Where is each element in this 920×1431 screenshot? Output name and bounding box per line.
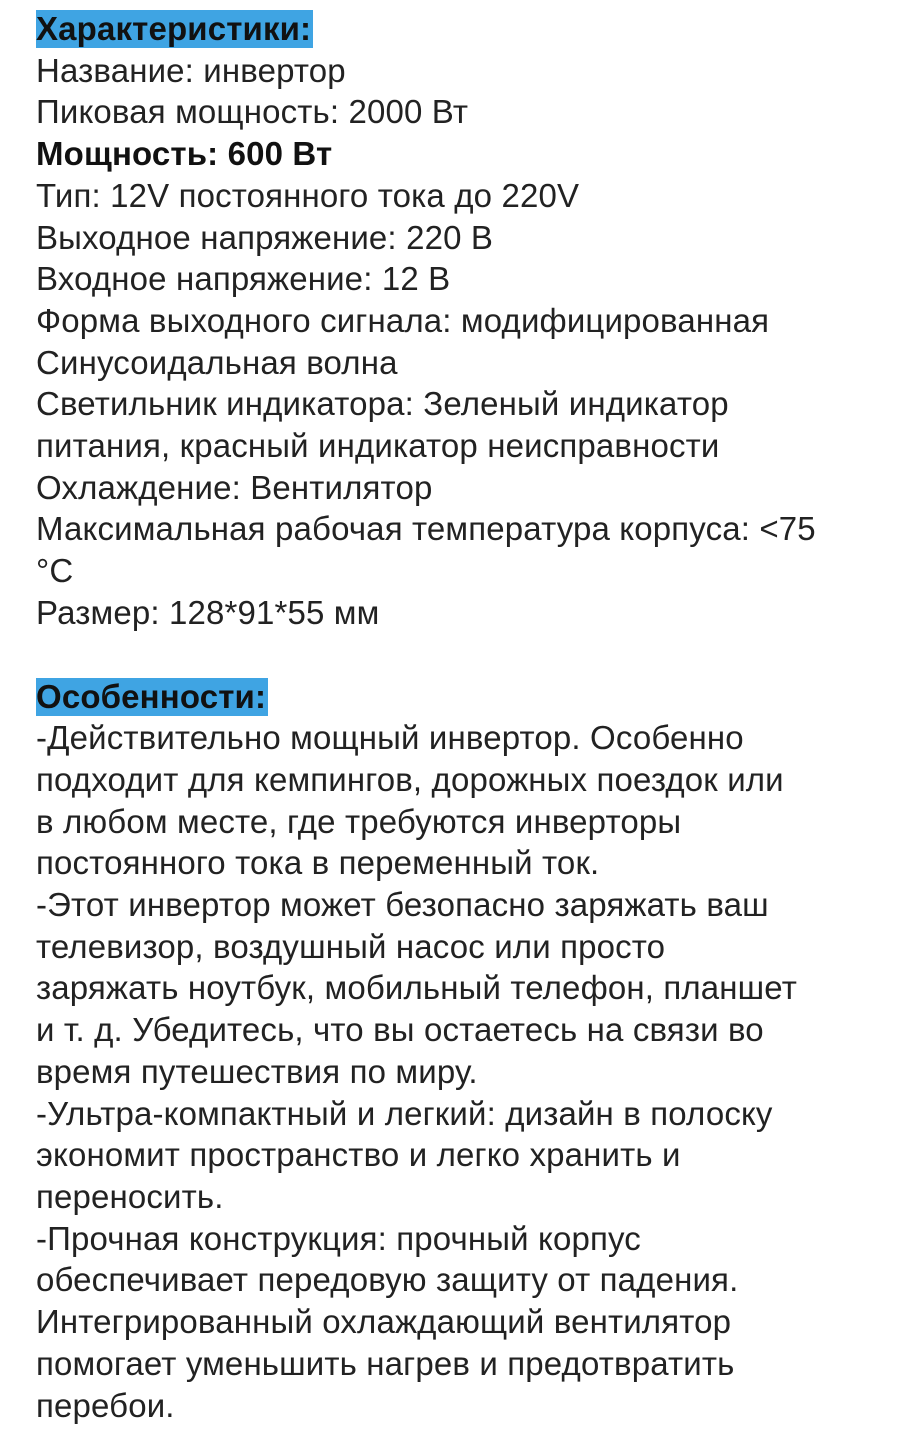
feature-line: перебои. [36,1386,175,1424]
feature-line: время путешествия по миру. [36,1052,478,1090]
feature-line: постоянного тока в переменный ток. [36,844,600,882]
spec-waveform-cont: Синусоидальная волна [36,343,398,381]
section-spacer [36,634,916,676]
feature-line: в любом месте, где требуются инверторы [36,802,682,840]
document-body [36,8,916,1426]
spec-indicator-cont: питания, красный индикатор неисправности [36,427,720,465]
feature-line: и т. д. Убедитесь, что вы остаетесь на связи во [36,1011,764,1049]
feature-line: -Ультра-компактный и легкий: дизайн в полоску [36,1094,773,1132]
features-heading-line [36,676,916,718]
specs-heading-line [36,8,916,50]
spec-max-temp-cont: °C [36,552,74,590]
feature-line: обеспечивает передовую защиту от падения. [36,1261,739,1299]
specs-heading: Характеристики: [36,10,312,47]
feature-line: помогает уменьшить нагрев и предотвратить [36,1344,735,1382]
spec-peak-power: Пиковая мощность: 2000 Вт [36,93,469,131]
spec-waveform: Форма выходного сигнала: модифицированная [36,301,770,339]
spec-cooling: Охлаждение: Вентилятор [36,468,433,506]
feature-line: подходит для кемпингов, дорожных поездок или [36,760,784,798]
features-heading: Особенности: [36,677,267,715]
feature-line: Интегрированный охлаждающий вентилятор [36,1303,732,1341]
spec-indicator: Светильник индикатора: Зеленый индикатор [36,385,729,423]
spec-input-voltage: Входное напряжение: 12 В [36,260,451,298]
feature-line: -Этот инвертор может безопасно заряжать ваш [36,886,769,924]
spec-output-voltage: Выходное напряжение: 220 В [36,218,494,256]
feature-line: -Прочная конструкция: прочный корпус [36,1219,641,1257]
spec-type: Тип: 12V постоянного тока до 220V [36,176,580,214]
feature-line: экономит пространство и легко хранить и [36,1136,681,1174]
spec-power: Мощность: 600 Вт [36,135,333,173]
feature-line: телевизор, воздушный насос или просто [36,927,666,965]
spec-max-temp: Максимальная рабочая температура корпуса: <75 [36,510,816,548]
spec-name: Название: инвертор [36,51,346,89]
spec-size: Размер: 128*91*55 мм [36,593,380,631]
feature-line: заряжать ноутбук, мобильный телефон, планшет [36,969,797,1007]
feature-line: -Действительно мощный инвертор. Особенно [36,719,744,757]
feature-line: переносить. [36,1177,224,1215]
